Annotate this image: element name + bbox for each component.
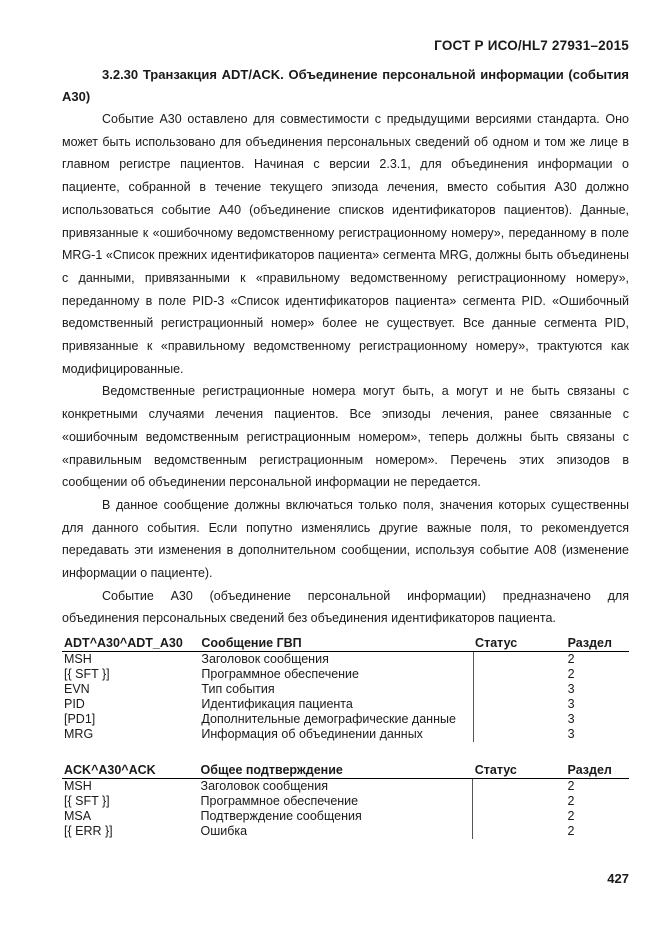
table-row [62,652,629,668]
table-row [62,824,629,839]
status-cell [473,682,566,697]
segment-cell: MSA [64,809,92,824]
status-cell [473,652,566,668]
column-header: Статус [473,636,566,652]
description-cell: Подтверждение сообщения [199,809,473,824]
segment-cell: PID [64,697,85,712]
document-header: ГОСТ Р ИСО/HL7 27931–2015 [434,38,629,53]
paragraph: Событие A30 оставлено для совместимости с предыдущими версиями стандарта. Оно может быть использовано для объединения персональных сведений об одном и том же лице в главном регистре пациентов. Начиная с версии 2.3.1, для объединения информации о пациенте, собранной в течение текущего эпизода лечения, вместо события A30 должно использоваться событие A40 (объединение списков идентификаторов пациентов). Данные, привязанные к «ошибочному ведомственному регистрационному номеру», переданному в поле MRG-1 «Список прежних идентификаторов пациента» сегмента MRG, должны быть объединены с данными, привязанными к «правильному ведомственному регистрационному номеру», переданному в поле PID-3 «Список идентификаторов пациента» сегмента PID. «Ошибочный ведомственный регистрационный номер» более не существует. Все данные сегмента PID, привязанные к «правильному ведомственному регистрационному номеру», трактуются как модифицированные. [62,112,629,376]
description-cell: Идентификация пациента [199,697,473,712]
table-row [62,712,629,727]
description-cell: Информация об объединении данных [199,727,473,742]
status-cell [473,697,566,712]
description-cell: Программное обеспечение [199,667,473,682]
adt-a30-message-table [62,636,629,742]
segment-cell: [{ ERR }] [64,824,113,839]
description-cell: Дополнительные демографические данные [199,712,473,727]
column-header: Статус [473,763,566,779]
table-header-row [62,636,629,652]
segment-cell: [{ SFT }] [64,794,110,809]
column-header: Раздел [566,763,629,779]
status-cell [473,794,566,809]
page-number: 427 [607,871,629,886]
paragraph: Событие A30 (объединение персональной информации) предназначено для объединения персональных сведений без объединения идентификаторов пациента. [62,588,629,626]
description-cell: Ошибка [199,824,473,839]
table-row [62,779,629,795]
table-row [62,727,629,742]
section-cell: 3 [567,682,575,697]
segment-cell: MRG [64,727,94,742]
description-cell: Программное обеспечение [199,794,473,809]
column-header: ADT^A30^ADT_A30 [62,636,199,652]
section-heading: 3.2.30 Транзакция ADT/ACK. Объединение персональной информации (события A30) [62,67,629,104]
section-cell: 2 [567,794,575,809]
section-cell: 2 [567,779,575,794]
table-row [62,697,629,712]
section-cell: 2 [567,809,575,824]
section-cell: 3 [567,727,575,742]
paragraph: В данное сообщение должны включаться только поля, значения которых существенны для данного события. Если попутно изменялись другие важные поля, то рекомендуется передавать эти изменения в дополнительном сообщении, используя событие A08 (изменение информации о пациенте). [62,497,629,581]
column-header: ACK^A30^ACK [62,763,199,779]
status-cell [473,712,566,727]
paragraph: Ведомственные регистрационные номера могут быть, а могут и не быть связаны с конкретными случаями лечения пациентов. Все эпизоды лечения, ранее связанные с «ошибочным ведомственным регистрационным номером», теперь должны быть связаны с «правильным ведомственным регистрационным номером». Перечень этих эпизодов в сообщении об объединении персональной информации не передается. [62,384,629,490]
status-cell [473,667,566,682]
status-cell [473,779,566,795]
section-cell: 2 [567,667,575,682]
section-cell: 2 [567,652,575,667]
table-row [62,667,629,682]
column-header: Сообщение ГВП [199,636,473,652]
table-row [62,794,629,809]
description-cell: Тип события [199,682,473,697]
status-cell [473,809,566,824]
segment-cell: [{ SFT }] [64,667,110,682]
segment-cell: MSH [64,652,92,667]
segment-cell: [PD1] [64,712,96,727]
status-cell [473,727,566,742]
description-cell: Заголовок сообщения [199,652,473,668]
section-cell: 3 [567,712,575,727]
segment-cell: MSH [64,779,92,794]
page-content [62,64,629,839]
segment-cell: EVN [64,682,90,697]
description-cell: Заголовок сообщения [199,779,473,795]
table-row [62,682,629,697]
section-cell: 3 [567,697,575,712]
table-row [62,809,629,824]
section-cell: 2 [567,824,575,839]
table-header-row [62,763,629,779]
status-cell [473,824,566,839]
ack-a30-message-table [62,763,629,839]
column-header: Общее подтверждение [199,763,473,779]
column-header: Раздел [566,636,629,652]
